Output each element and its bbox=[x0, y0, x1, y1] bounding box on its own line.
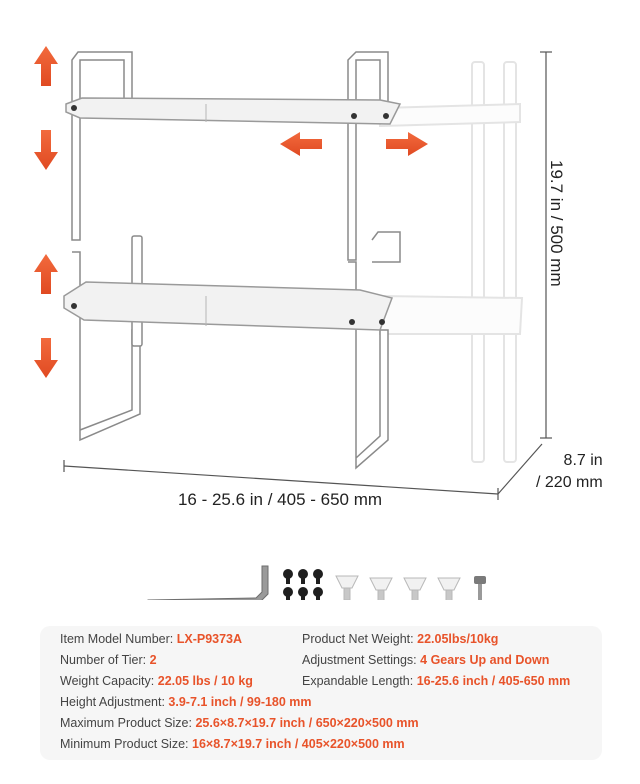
foot-pad-icons bbox=[336, 576, 460, 600]
spec-min-size: Minimum Product Size: 16×8.7×19.7 inch / 405×220×500 mm bbox=[60, 737, 405, 751]
bolt-icon bbox=[474, 576, 486, 600]
up-arrow-icon bbox=[34, 46, 58, 86]
spec-adjustment: Adjustment Settings: 4 Gears Up and Down bbox=[302, 653, 550, 667]
spec-tiers: Number of Tier: 2 bbox=[60, 653, 157, 667]
extended-section-ghost bbox=[380, 62, 522, 462]
width-dimension-label: 16 - 25.6 in / 405 - 650 mm bbox=[177, 490, 383, 509]
bottom-shelf bbox=[64, 282, 392, 330]
spec-expandable: Expandable Length: 16-25.6 inch / 405-650 mm bbox=[302, 674, 571, 688]
right-arrow-icon bbox=[386, 132, 428, 156]
spec-height-adjustment: Height Adjustment: 3.9-7.1 inch / 99-180 mm bbox=[60, 695, 312, 709]
up-arrow-icon bbox=[34, 254, 58, 294]
spec-net-weight: Product Net Weight: 22.05lbs/10kg bbox=[302, 632, 499, 646]
depth-line-2: / 220 mm bbox=[536, 474, 603, 491]
down-arrow-icon bbox=[34, 338, 58, 378]
hex-wrench-icon bbox=[148, 566, 268, 600]
accessories bbox=[148, 566, 486, 600]
depth-line-1: 8.7 in bbox=[563, 452, 603, 469]
height-dimension-label: 19.7 in / 500 mm bbox=[547, 160, 566, 287]
specifications-panel bbox=[40, 626, 602, 760]
left-arrow-icon bbox=[280, 132, 322, 156]
spec-model: Item Model Number: LX-P9373A bbox=[60, 632, 243, 646]
spec-capacity: Weight Capacity: 22.05 lbs / 10 kg bbox=[60, 674, 253, 688]
top-shelf bbox=[66, 98, 400, 124]
depth-dimension-label bbox=[536, 450, 603, 494]
spec-max-size: Maximum Product Size: 25.6×8.7×19.7 inch / 650×220×500 mm bbox=[60, 716, 419, 730]
down-arrow-icon bbox=[34, 130, 58, 170]
screw-set-icon bbox=[283, 569, 323, 600]
height-adjust-arrows bbox=[34, 46, 58, 378]
